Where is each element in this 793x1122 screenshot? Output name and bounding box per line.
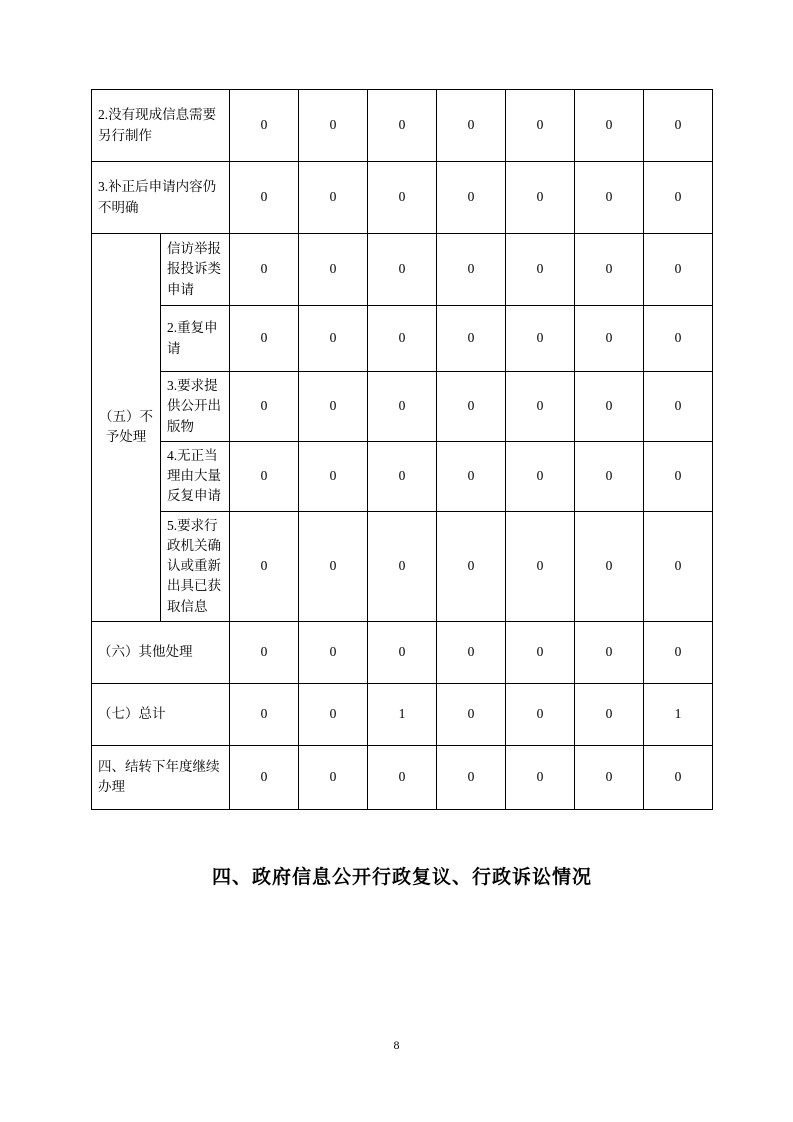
cell-value: 0 bbox=[368, 90, 437, 162]
cell-value: 0 bbox=[575, 441, 644, 511]
cell-value: 0 bbox=[575, 234, 644, 306]
table-row bbox=[92, 234, 713, 306]
cell-value: 0 bbox=[644, 511, 713, 621]
cell-value: 0 bbox=[368, 621, 437, 683]
cell-value: 0 bbox=[644, 621, 713, 683]
cell-value: 0 bbox=[506, 90, 575, 162]
cell-value: 0 bbox=[575, 511, 644, 621]
cell-value: 0 bbox=[437, 745, 506, 809]
statistics-table bbox=[91, 89, 713, 810]
cell-value: 0 bbox=[368, 372, 437, 442]
cell-value: 0 bbox=[230, 441, 299, 511]
table-row bbox=[92, 683, 713, 745]
cell-value: 0 bbox=[644, 90, 713, 162]
cell-value: 0 bbox=[437, 162, 506, 234]
cell-value: 0 bbox=[575, 745, 644, 809]
cell-value: 1 bbox=[368, 683, 437, 745]
page-number: 8 bbox=[393, 1038, 400, 1052]
cell-value: 0 bbox=[437, 683, 506, 745]
cell-value: 0 bbox=[437, 234, 506, 306]
cell-value: 0 bbox=[299, 683, 368, 745]
cell-value: 0 bbox=[299, 90, 368, 162]
cell-value: 0 bbox=[437, 621, 506, 683]
cell-value: 0 bbox=[575, 372, 644, 442]
cell-value: 0 bbox=[506, 306, 575, 372]
cell-value: 0 bbox=[644, 441, 713, 511]
cell-value: 0 bbox=[299, 234, 368, 306]
cell-value: 0 bbox=[299, 162, 368, 234]
cell-value: 0 bbox=[368, 441, 437, 511]
cell-value: 0 bbox=[644, 306, 713, 372]
cell-value: 0 bbox=[299, 511, 368, 621]
table-row bbox=[92, 441, 713, 511]
row-label: 2.重复申请 bbox=[161, 306, 230, 372]
cell-value: 0 bbox=[506, 234, 575, 306]
table-row bbox=[92, 162, 713, 234]
cell-value: 0 bbox=[644, 162, 713, 234]
statistics-table-container bbox=[91, 89, 713, 810]
cell-value: 0 bbox=[368, 306, 437, 372]
row-label: 四、结转下年度继续办理 bbox=[92, 745, 230, 809]
cell-value: 0 bbox=[368, 162, 437, 234]
row-label: 5.要求行政机关确认或重新出具已获取信息 bbox=[161, 511, 230, 621]
cell-value: 0 bbox=[644, 745, 713, 809]
cell-value: 0 bbox=[230, 745, 299, 809]
cell-value: 0 bbox=[299, 621, 368, 683]
row-label: （七）总计 bbox=[92, 683, 230, 745]
cell-value: 0 bbox=[575, 90, 644, 162]
cell-value: 0 bbox=[506, 621, 575, 683]
cell-value: 0 bbox=[506, 441, 575, 511]
cell-value: 0 bbox=[230, 621, 299, 683]
table-row bbox=[92, 511, 713, 621]
table-row bbox=[92, 306, 713, 372]
cell-value: 0 bbox=[230, 683, 299, 745]
cell-value: 0 bbox=[506, 683, 575, 745]
row-label: 信访举报报投诉类申请 bbox=[161, 234, 230, 306]
cell-value: 0 bbox=[437, 441, 506, 511]
cell-value: 0 bbox=[506, 162, 575, 234]
cell-value: 0 bbox=[230, 90, 299, 162]
cell-value: 0 bbox=[230, 511, 299, 621]
cell-value: 0 bbox=[368, 234, 437, 306]
cell-value: 0 bbox=[575, 683, 644, 745]
table-row bbox=[92, 372, 713, 442]
cell-value: 0 bbox=[299, 441, 368, 511]
cell-value: 0 bbox=[575, 621, 644, 683]
table-row bbox=[92, 621, 713, 683]
row-label: 4.无正当理由大量反复申请 bbox=[161, 441, 230, 511]
cell-value: 0 bbox=[437, 306, 506, 372]
cell-value: 1 bbox=[644, 683, 713, 745]
cell-value: 0 bbox=[644, 372, 713, 442]
cell-value: 0 bbox=[506, 511, 575, 621]
cell-value: 0 bbox=[575, 306, 644, 372]
cell-value: 0 bbox=[299, 306, 368, 372]
table-row bbox=[92, 745, 713, 809]
cell-value: 0 bbox=[368, 745, 437, 809]
table-row bbox=[92, 90, 713, 162]
cell-value: 0 bbox=[230, 306, 299, 372]
row-label: 2.没有现成信息需要另行制作 bbox=[92, 90, 230, 162]
section-heading: 四、政府信息公开行政复议、行政诉讼情况 bbox=[211, 867, 592, 888]
cell-value: 0 bbox=[299, 745, 368, 809]
group-label-buyu-chuli: （五）不予处理 bbox=[92, 234, 161, 622]
cell-value: 0 bbox=[230, 372, 299, 442]
row-label: （六）其他处理 bbox=[92, 621, 230, 683]
cell-value: 0 bbox=[368, 511, 437, 621]
cell-value: 0 bbox=[437, 372, 506, 442]
cell-value: 0 bbox=[506, 745, 575, 809]
row-label: 3.要求提供公开出版物 bbox=[161, 372, 230, 442]
cell-value: 0 bbox=[437, 511, 506, 621]
cell-value: 0 bbox=[230, 162, 299, 234]
cell-value: 0 bbox=[437, 90, 506, 162]
cell-value: 0 bbox=[575, 162, 644, 234]
cell-value: 0 bbox=[506, 372, 575, 442]
cell-value: 0 bbox=[644, 234, 713, 306]
cell-value: 0 bbox=[299, 372, 368, 442]
cell-value: 0 bbox=[230, 234, 299, 306]
row-label: 3.补正后申请内容仍不明确 bbox=[92, 162, 230, 234]
